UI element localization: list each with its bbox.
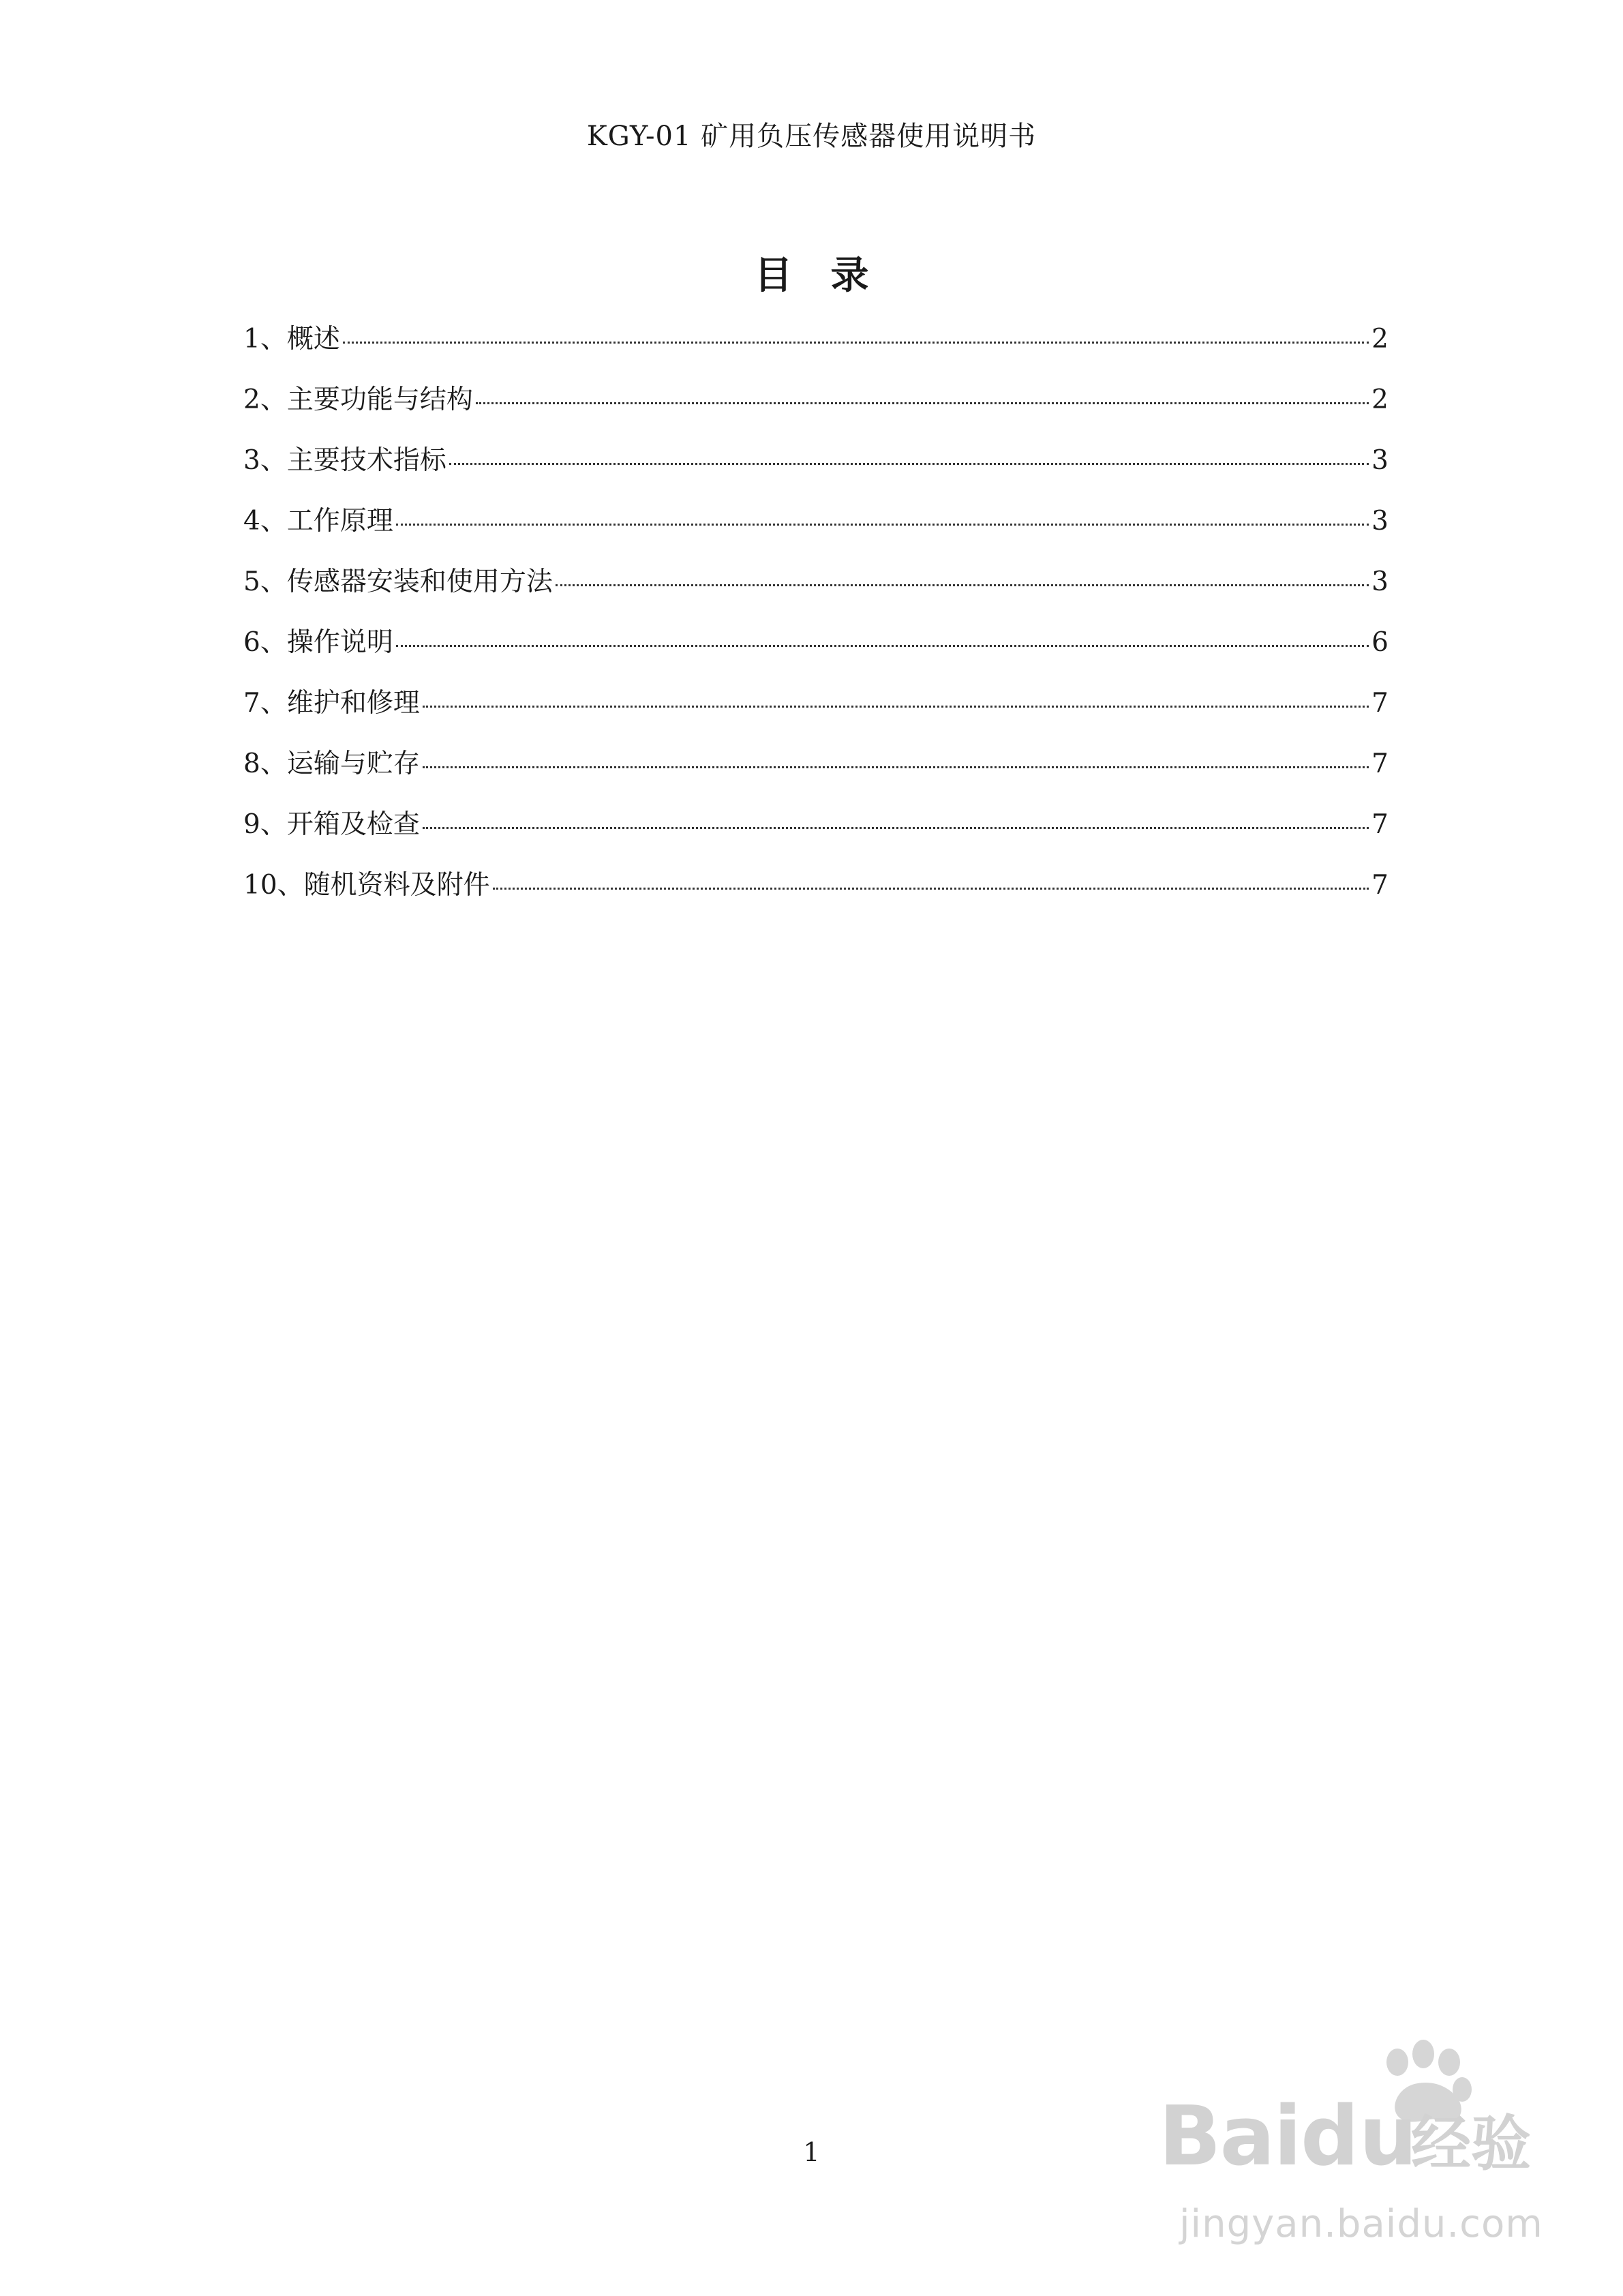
toc-entry-page: 3	[1371, 567, 1389, 597]
toc-list	[243, 319, 1389, 926]
toc-entry-page: 3	[1371, 445, 1389, 476]
toc-dot-leader	[396, 645, 1369, 647]
toc-entry-label: 7、维护和修理	[243, 688, 420, 719]
logo-text: Bai	[1159, 2089, 1301, 2184]
toc-entry-label: 1、概述	[243, 324, 340, 354]
logo-text-jingyan: 经验	[1411, 2109, 1532, 2179]
watermark	[1152, 2035, 1561, 2260]
toc-entry-page: 2	[1371, 324, 1389, 354]
toc-dot-leader	[423, 766, 1369, 768]
toc-entry-label: 10、随机资料及附件	[243, 870, 490, 901]
toc-entry	[243, 319, 1389, 380]
toc-entry-label: 2、主要功能与结构	[243, 384, 473, 415]
toc-entry	[243, 744, 1389, 804]
toc-entry-page: 2	[1371, 384, 1389, 415]
toc-entry-label: 6、操作说明	[243, 627, 393, 658]
watermark-url: jingyan.baidu.com	[1179, 2202, 1543, 2246]
toc-entry-label: 5、传感器安装和使用方法	[243, 567, 553, 597]
toc-entry-page: 6	[1371, 627, 1389, 658]
toc-entry	[243, 865, 1389, 926]
toc-title: 目录	[754, 253, 907, 298]
toc-entry	[243, 380, 1389, 440]
logo-text-du: du	[1301, 2089, 1418, 2184]
toc-dot-leader	[423, 827, 1369, 829]
toc-entry-page: 7	[1371, 688, 1389, 719]
toc-entry	[243, 622, 1389, 683]
toc-entry	[243, 440, 1389, 501]
toc-entry	[243, 562, 1389, 622]
toc-dot-leader	[396, 524, 1369, 526]
toc-dot-leader	[343, 342, 1369, 344]
toc-entry	[243, 804, 1389, 865]
running-header: KGY-01 矿用负压传感器使用说明书	[586, 121, 1037, 152]
toc-entry-page: 7	[1371, 870, 1389, 901]
toc-dot-leader	[556, 584, 1369, 586]
toc-entry-page: 3	[1371, 506, 1389, 537]
toc-dot-leader	[493, 888, 1369, 890]
toc-entry-label: 3、主要技术指标	[243, 445, 446, 476]
toc-entry	[243, 501, 1389, 562]
toc-dot-leader	[449, 463, 1369, 465]
toc-entry-page: 7	[1371, 809, 1389, 840]
toc-dot-leader	[476, 402, 1369, 404]
toc-entry-label: 9、开箱及检查	[243, 809, 420, 840]
toc-dot-leader	[423, 706, 1369, 708]
page-number: 1	[803, 2137, 820, 2167]
toc-entry-label: 8、运输与贮存	[243, 749, 420, 779]
toc-entry-label: 4、工作原理	[243, 506, 393, 537]
baidu-jingyan-logo	[1152, 2035, 1561, 2185]
toc-entry-page: 7	[1371, 749, 1389, 779]
toc-entry	[243, 683, 1389, 744]
